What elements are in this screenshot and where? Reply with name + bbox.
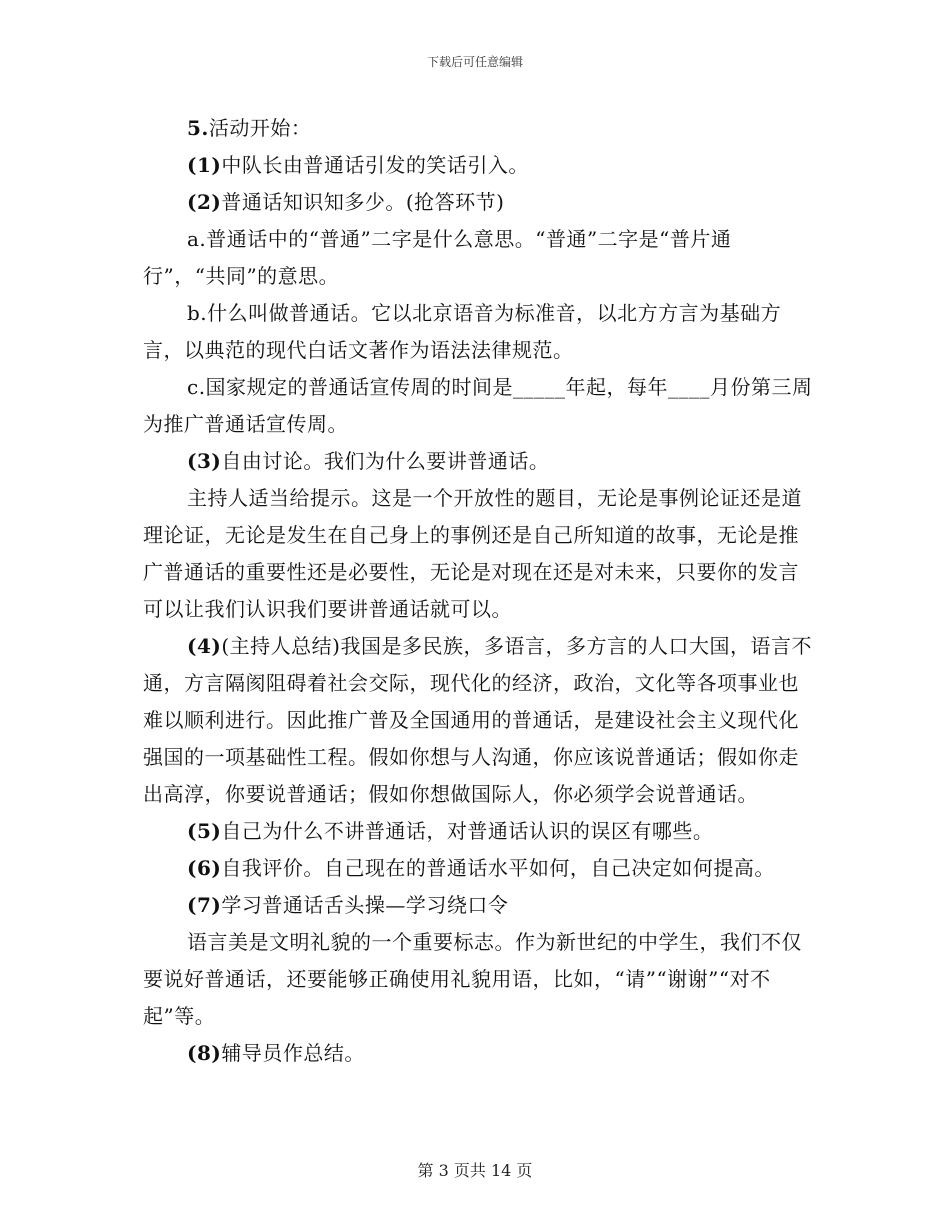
paragraph-text: 主持人适当给提示。这是一个开放性的题目，无论是事例论证还是道理论证，无论是发生在自己身上的事例还是自己所知道的故事，无论是推广普通话的重要性还是必要性，无论是对现在还是对未来，只要你的发言可以让我们认识我们要讲普通话就可以。 (143, 486, 802, 621)
item-number: (1) (187, 153, 222, 177)
paragraph-text: a.普通话中的“普通”二字是什么意思。“普通”二字是“普片通行”，“共同”的意思。 (143, 227, 732, 288)
page-header: 下载后可任意编辑 (426, 55, 523, 69)
paragraph-text: 自我评价。自己现在的普通话水平如何，自己决定如何提高。 (221, 856, 775, 880)
item-number: (7) (187, 893, 222, 917)
paragraph-text: 自由讨论。我们为什么要讲普通话。 (221, 449, 550, 473)
paragraph-text: 中队长由普通话引发的笑话引入。 (221, 153, 529, 177)
item-number: (5) (187, 819, 222, 843)
paragraph-text: 语言美是文明礼貌的一个重要标志。作为新世纪的中学生，我们不仅要说好普通话，还要能够正确使用礼貌用语，比如，“请”“谢谢”“对不起”等。 (143, 930, 802, 1028)
paragraph (143, 443, 813, 480)
paragraph (143, 295, 813, 369)
paragraph (143, 628, 813, 813)
page-footer: 第 3 页共 14 页 (417, 1161, 533, 1180)
item-number: (2) (187, 190, 222, 214)
paragraph-text: (主持人总结)我国是多民族，多语言，多方言的人口大国，语言不通，方言隔阂阻碍着社会交际，现代化的经济，政治，文化等各项事业也难以顺利进行。因此推广普及全国通用的普通话，是建设社会主义现代化强国的一项基础性工程。假如你想与人沟通，你应该说普通话；假如你走出高淳，你要说普通话；假如你想做国际人，你必须学会说普通话。 (143, 634, 812, 806)
paragraph-text: b.什么叫做普通话。它以北京语音为标准音，以北方方言为基础方言，以典范的现代白话文著作为语法法律规范。 (143, 301, 782, 362)
paragraph (143, 369, 813, 443)
item-number: 5. (187, 116, 209, 140)
paragraph (143, 480, 813, 628)
paragraph (143, 1035, 813, 1072)
paragraph (143, 887, 813, 924)
document-body (143, 110, 813, 1072)
paragraph-text: 自己为什么不讲普通话，对普通话认识的误区有哪些。 (221, 819, 714, 843)
paragraph (143, 221, 813, 295)
paragraph (143, 184, 813, 221)
paragraph-text: 普通话知识知多少。(抢答环节) (221, 190, 505, 214)
paragraph (143, 924, 813, 1035)
paragraph (143, 147, 813, 184)
paragraph (143, 850, 813, 887)
paragraph-text: c.国家规定的普通话宣传周的时间是_____年起，每年____月份第三周为推广普通话宣传周。 (143, 375, 813, 436)
paragraph (143, 110, 813, 147)
item-number: (6) (187, 856, 222, 880)
item-number: (3) (187, 449, 222, 473)
item-number: (4) (187, 634, 222, 658)
item-number: (8) (187, 1041, 222, 1065)
paragraph-text: 活动开始： (208, 116, 312, 140)
paragraph-text: 学习普通话舌头操—学习绕口令 (221, 893, 509, 917)
paragraph-text: 辅导员作总结。 (221, 1041, 365, 1065)
paragraph (143, 813, 813, 850)
